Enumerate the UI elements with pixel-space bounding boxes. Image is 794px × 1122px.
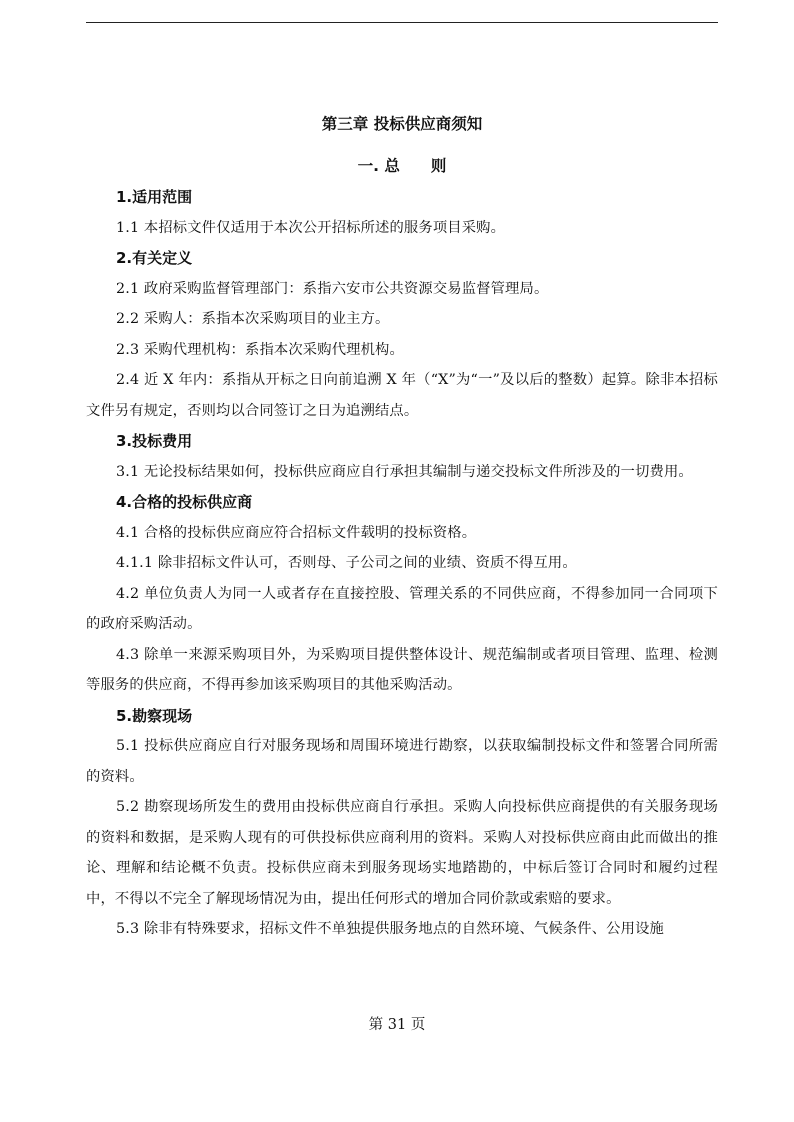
section-title: 一. 总 则 <box>357 157 447 175</box>
clause-paragraph: 4.1.1 除非招标文件认可，否则母、子公司之间的业绩、资质不得互用。 <box>116 555 577 571</box>
document-body <box>86 112 718 945</box>
clause-paragraph: 1.1 本招标文件仅适用于本次公开招标所述的服务项目采购。 <box>116 219 506 236</box>
clause-paragraph: 2.3 采购代理机构：系指本次采购代理机构。 <box>116 341 404 358</box>
clause-heading: 1.适用范围 <box>116 188 193 206</box>
page-number: 第 31 页 <box>368 1017 426 1033</box>
clause-paragraph: 5.1 投标供应商应自行对服务现场和周围环境进行勘察，以获取编制投标文件和签署合同所需的资料。 <box>86 738 718 785</box>
clause-paragraph: 4.3 除单一来源采购项目外，为采购项目提供整体设计、规范编制或者项目管理、监理、检测等服务的供应商，不得再参加该采购项目的其他采购活动。 <box>86 646 718 693</box>
header-rule <box>86 22 718 23</box>
clause-paragraph: 2.4 近 X 年内：系指从开标之日向前追溯 X 年（“X”为“一”及以后的整数）起算。除非本招标文件另有规定，否则均以合同签订之日为追溯结点。 <box>86 372 718 419</box>
clause-paragraph: 4.2 单位负责人为同一人或者存在直接控股、管理关系的不同供应商，不得参加同一合同项下的政府采购活动。 <box>86 585 718 632</box>
clause-heading: 3.投标费用 <box>116 432 193 450</box>
clause-paragraph: 2.1 政府采购监督管理部门：系指六安市公共资源交易监督管理局。 <box>116 280 549 297</box>
clause-heading: 4.合格的投标供应商 <box>116 493 253 511</box>
clause-paragraph: 3.1 无论投标结果如何，投标供应商应自行承担其编制与递交投标文件所涉及的一切费用。 <box>116 463 693 480</box>
chapter-title: 第三章 投标供应商须知 <box>321 115 483 133</box>
clause-heading: 5.勘察现场 <box>116 706 193 725</box>
clause-paragraph: 4.1 合格的投标供应商应符合招标文件载明的投标资格。 <box>116 524 477 541</box>
document-blocks <box>86 182 718 945</box>
clause-heading: 2.有关定义 <box>116 249 193 267</box>
clause-paragraph: 2.2 采购人：系指本次采购项目的业主方。 <box>116 311 390 327</box>
clause-paragraph: 5.3 除非有特殊要求，招标文件不单独提供服务地点的自然环境、气候条件、公用设施 <box>116 921 664 937</box>
clause-paragraph: 5.2 勘察现场所发生的费用由投标供应商自行承担。采购人向投标供应商提供的有关服务现场的资料和数据，是采购人现有的可供投标供应商利用的资料。采购人对投标供应商由此而做出的推论、理解和结论概不负责。投标供应商未到服务现场实地踏勘的，中标后签订合同时和履约过程中，不得以不完全了解现场情况为由，提出任何形式的增加合同价款或索赔的要求。 <box>86 799 718 907</box>
